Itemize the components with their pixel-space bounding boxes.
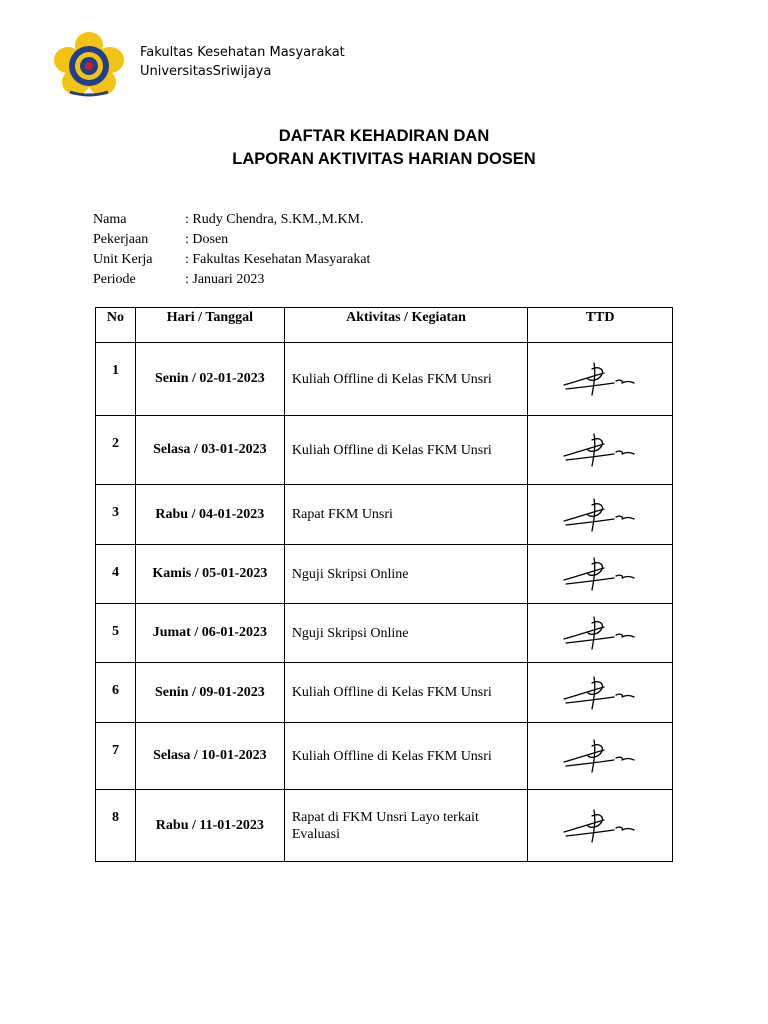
signature-stroke xyxy=(566,760,614,766)
signature-stroke xyxy=(566,454,614,460)
signature-stroke xyxy=(616,516,634,519)
header-activity: Aktivitas / Kegiatan xyxy=(284,308,527,343)
row-day: Senin / 02-01-2023 xyxy=(135,343,284,416)
row-activity: Kuliah Offline di Kelas FKM Unsri xyxy=(284,723,527,790)
table-row xyxy=(96,663,673,723)
row-day: Rabu / 04-01-2023 xyxy=(135,485,284,545)
institution-header xyxy=(140,43,345,81)
document-title xyxy=(0,125,768,171)
row-number xyxy=(96,545,136,604)
info-row-unit xyxy=(93,250,370,270)
row-signature xyxy=(528,416,673,485)
row-number xyxy=(96,343,136,416)
info-value: : Fakultas Kesehatan Masyarakat xyxy=(185,252,371,267)
signature-image xyxy=(560,554,640,594)
row-day: Selasa / 10-01-2023 xyxy=(135,723,284,790)
row-number xyxy=(96,416,136,485)
info-value: : Dosen xyxy=(185,232,229,247)
table-row xyxy=(96,485,673,545)
info-label: Pekerjaan xyxy=(93,232,149,247)
table-row xyxy=(96,545,673,604)
info-row-occupation xyxy=(93,230,370,250)
lecturer-info xyxy=(93,210,370,290)
info-label: Periode xyxy=(93,272,136,287)
header-day: Hari / Tanggal xyxy=(135,308,284,343)
table-row xyxy=(96,416,673,485)
row-signature xyxy=(528,663,673,723)
row-signature xyxy=(528,545,673,604)
row-number xyxy=(96,663,136,723)
info-value: : Rudy Chendra, S.KM.,M.KM. xyxy=(185,212,364,227)
signature-stroke xyxy=(616,380,634,383)
signature-image xyxy=(560,613,640,653)
info-row-name xyxy=(93,210,370,230)
row-day: Selasa / 03-01-2023 xyxy=(135,416,284,485)
signature-image xyxy=(560,430,640,470)
signature-stroke xyxy=(566,578,614,584)
university-name: UniversitasSriwijaya xyxy=(140,64,272,79)
row-activity: Rapat di FKM Unsri Layo terkait Evaluasi xyxy=(284,790,527,862)
row-activity: Kuliah Offline di Kelas FKM Unsri xyxy=(284,416,527,485)
attendance-table xyxy=(95,307,673,862)
signature-image xyxy=(560,359,640,399)
signature-stroke xyxy=(566,519,614,525)
row-number-text: 4 xyxy=(111,565,119,580)
row-number-text: 7 xyxy=(111,743,119,758)
row-number-text: 2 xyxy=(111,436,119,451)
signature-image xyxy=(560,673,640,713)
table-row xyxy=(96,604,673,663)
info-value: : Januari 2023 xyxy=(185,272,265,287)
row-number xyxy=(96,790,136,862)
table-row xyxy=(96,723,673,790)
row-signature xyxy=(528,485,673,545)
row-signature xyxy=(528,343,673,416)
row-number-text: 6 xyxy=(111,683,119,698)
signature-stroke xyxy=(616,694,634,697)
row-number xyxy=(96,723,136,790)
row-number xyxy=(96,485,136,545)
signature-image xyxy=(560,736,640,776)
row-number-text: 8 xyxy=(111,810,119,825)
title-line-1: DAFTAR KEHADIRAN DAN xyxy=(278,127,490,145)
signature-stroke xyxy=(616,757,634,760)
table-row xyxy=(96,790,673,862)
row-day: Jumat / 06-01-2023 xyxy=(135,604,284,663)
row-activity: Kuliah Offline di Kelas FKM Unsri xyxy=(284,663,527,723)
row-activity: Kuliah Offline di Kelas FKM Unsri xyxy=(284,343,527,416)
signature-stroke xyxy=(566,637,614,643)
row-day: Rabu / 11-01-2023 xyxy=(135,790,284,862)
row-signature xyxy=(528,723,673,790)
row-day: Kamis / 05-01-2023 xyxy=(135,545,284,604)
title-line-2: LAPORAN AKTIVITAS HARIAN DOSEN xyxy=(232,150,536,168)
header-no: No xyxy=(96,308,136,343)
info-label: Unit Kerja xyxy=(93,252,153,267)
row-number-text: 5 xyxy=(111,624,119,639)
row-activity: Rapat FKM Unsri xyxy=(284,485,527,545)
info-row-period xyxy=(93,270,370,290)
faculty-name: Fakultas Kesehatan Masyarakat xyxy=(140,45,345,60)
row-number xyxy=(96,604,136,663)
row-number-text: 1 xyxy=(111,363,119,378)
signature-image xyxy=(560,495,640,535)
header-signature: TTD xyxy=(528,308,673,343)
signature-stroke xyxy=(616,451,634,454)
signature-stroke xyxy=(566,383,614,389)
signature-stroke xyxy=(616,827,634,830)
signature-stroke xyxy=(566,697,614,703)
signature-stroke xyxy=(616,634,634,637)
row-day: Senin / 09-01-2023 xyxy=(135,663,284,723)
info-label: Nama xyxy=(93,212,127,227)
signature-stroke xyxy=(566,830,614,836)
signature-stroke xyxy=(616,575,634,578)
row-signature xyxy=(528,604,673,663)
row-activity: Nguji Skripsi Online xyxy=(284,604,527,663)
table-header-row xyxy=(96,308,673,343)
row-activity: Nguji Skripsi Online xyxy=(284,545,527,604)
row-signature xyxy=(528,790,673,862)
university-logo xyxy=(52,32,126,100)
row-number-text: 3 xyxy=(111,505,119,520)
table-row xyxy=(96,343,673,416)
signature-image xyxy=(560,806,640,846)
